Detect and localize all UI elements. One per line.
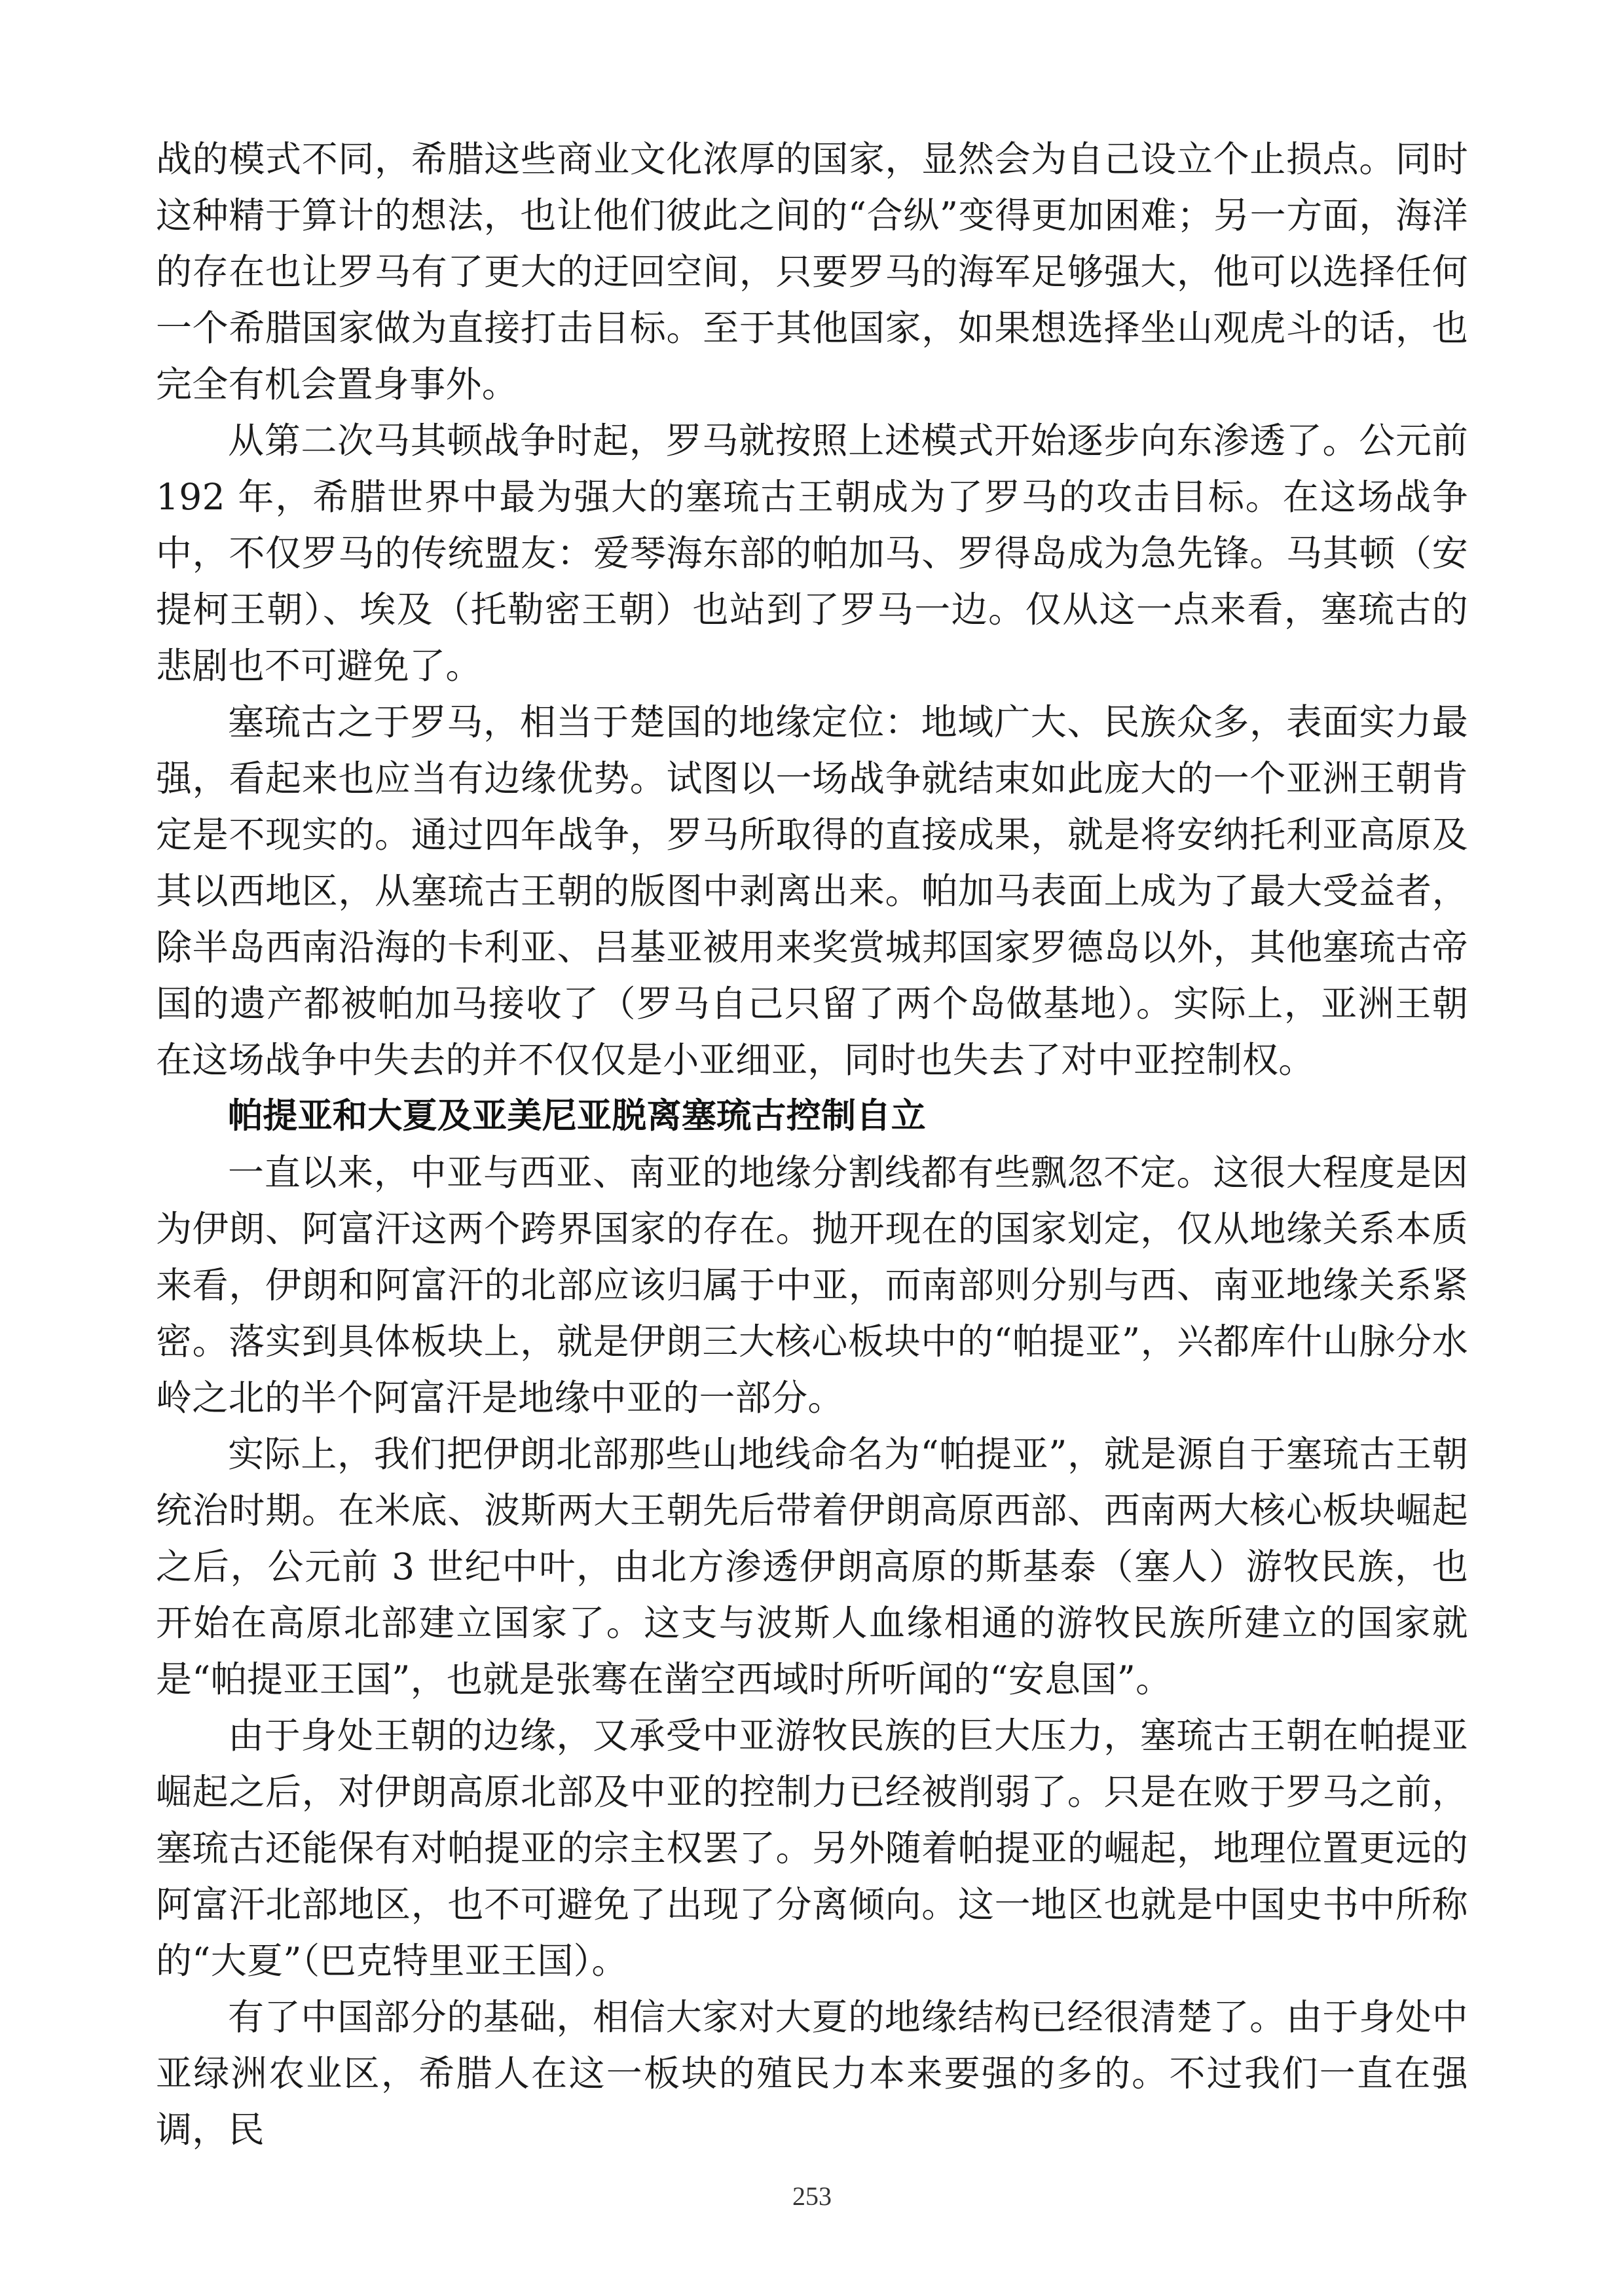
paragraph-7: 有了中国部分的基础，相信大家对大夏的地缘结构已经很清楚了。由于身处中亚绿洲农业区，希腊人在这一板块的殖民力本来要强的多的。不过我们一直在强调，民: [156, 1996, 1468, 2151]
paragraph-4: 一直以来，中亚与西亚、南亚的地缘分割线都有些飘忽不定。这很大程度是因为伊朗、阿富汗这两个跨界国家的存在。抛开现在的国家划定，仅从地缘关系本质来看，伊朗和阿富汗的北部应该归属于中亚，而南部则分别与西、南亚地缘关系紧密。落实到具体板块上，就是伊朗三大核心板块中的“帕提亚”，兴都库什山脉分水岭之北的半个阿富汗是地缘中亚的一部分。: [156, 1152, 1468, 1419]
paragraph-3: 塞琉古之于罗马，相当于楚国的地缘定位：地域广大、民族众多，表面实力最强，看起来也应当有边缘优势。试图以一场战争就结束如此庞大的一个亚洲王朝肯定是不现实的。通过四年战争，罗马所取得的直接成果，就是将安纳托利亚高原及其以西地区，从塞琉古王朝的版图中剥离出来。帕加马表面上成为了最大受益者，除半岛西南沿海的卡利亚、吕基亚被用来奖赏城邦国家罗德岛以外，其他塞琉古帝国的遗产都被帕加马接收了（罗马自己只留了两个岛做基地）。实际上，亚洲王朝在这场战争中失去的并不仅仅是小亚细亚，同时也失去了对中亚控制权。: [156, 701, 1468, 1081]
page-number: 253: [792, 2181, 832, 2211]
body-text: [156, 131, 1468, 2158]
paragraph-5: 实际上，我们把伊朗北部那些山地线命名为“帕提亚”，就是源自于塞琉古王朝统治时期。在米底、波斯两大王朝先后带着伊朗高原西部、西南两大核心板块崛起之后，公元前 3 世纪中叶，由北方渗透伊朗高原的斯基泰（塞人）游牧民族，也开始在高原北部建立国家了。这支与波斯人血缘相通的游牧民族所建立的国家就是“帕提亚王国”，也就是张骞在凿空西域时所听闻的“安息国”。: [156, 1433, 1468, 1700]
section-heading: 帕提亚和大夏及亚美尼亚脱离塞琉古控制自立: [228, 1096, 926, 1136]
paragraph-6: 由于身处王朝的边缘，又承受中亚游牧民族的巨大压力，塞琉古王朝在帕提亚崛起之后，对伊朗高原北部及中亚的控制力已经被削弱了。只是在败于罗马之前，塞琉古还能保有对帕提亚的宗主权罢了。另外随着帕提亚的崛起，地理位置更远的阿富汗北部地区，也不可避免了出现了分离倾向。这一地区也就是中国史书中所称的“大夏”（巴克特里亚王国）。: [156, 1715, 1468, 1982]
paragraph-1: 战的模式不同，希腊这些商业文化浓厚的国家，显然会为自己设立个止损点。同时这种精于算计的想法，也让他们彼此之间的“合纵”变得更加困难；另一方面，海洋的存在也让罗马有了更大的迂回空间，只要罗马的海军足够强大，他可以选择任何一个希腊国家做为直接打击目标。至于其他国家，如果想选择坐山观虎斗的话，也完全有机会置身事外。: [156, 138, 1468, 405]
paragraph-2: 从第二次马其顿战争时起，罗马就按照上述模式开始逐步向东渗透了。公元前192 年，希腊世界中最为强大的塞琉古王朝成为了罗马的攻击目标。在这场战争中，不仅罗马的传统盟友：爱琴海东部的帕加马、罗得岛成为急先锋。马其顿（安提柯王朝）、埃及（托勒密王朝）也站到了罗马一边。仅从这一点来看，塞琉古的悲剧也不可避免了。: [156, 420, 1468, 687]
